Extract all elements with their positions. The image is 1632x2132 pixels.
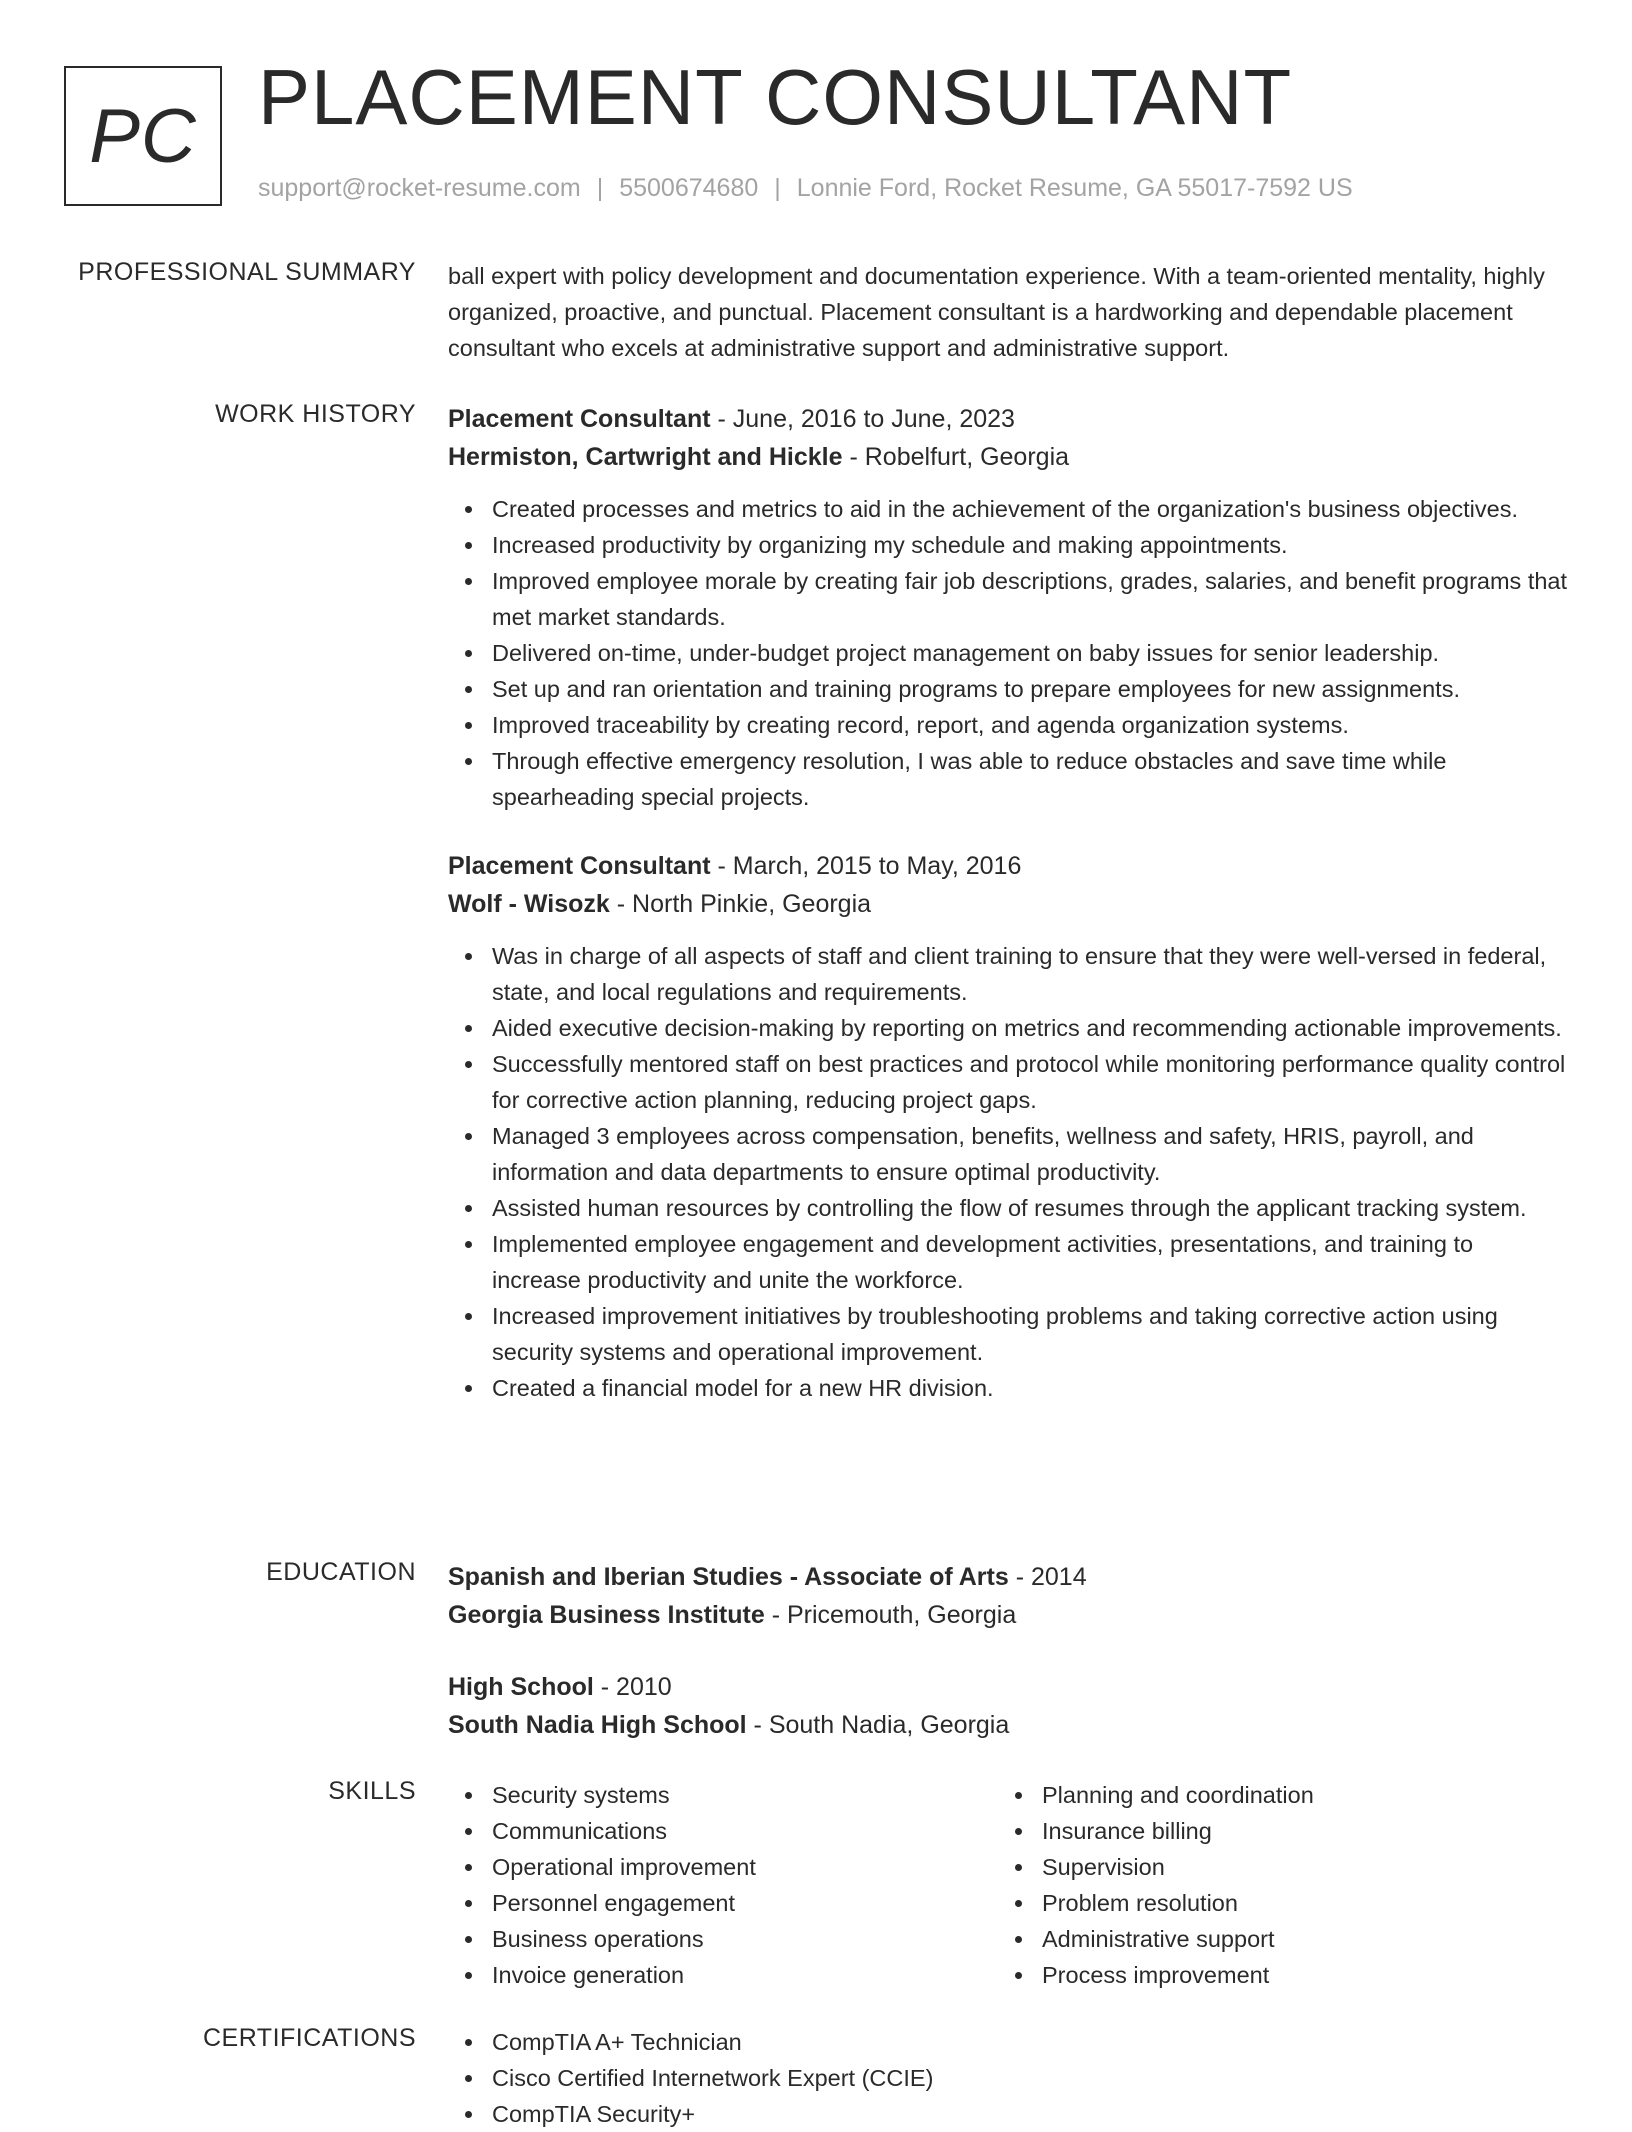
section-label-education: EDUCATION xyxy=(266,1558,416,1586)
monogram-box xyxy=(64,66,222,206)
education-degree-line xyxy=(448,1558,1568,1596)
certification-item: CompTIA A+ Technician xyxy=(448,2024,1568,2060)
job-bullet: Improved employee morale by creating fair job descriptions, grades, salaries, and benefit programs that met market standards. xyxy=(448,563,1568,635)
skill-item: Security systems xyxy=(448,1777,998,1813)
job-dates: - June, 2016 to June, 2023 xyxy=(710,405,1015,433)
education-entry xyxy=(448,1558,1568,1634)
job-company: Hermiston, Cartwright and Hickle xyxy=(448,443,843,471)
skill-item: Planning and coordination xyxy=(998,1777,1548,1813)
job-bullet: Assisted human resources by controlling the flow of resumes through the applicant tracking system. xyxy=(448,1190,1568,1226)
contact-separator: | xyxy=(774,174,781,202)
section-label-skills: SKILLS xyxy=(328,1777,416,1805)
skills-grid xyxy=(448,1777,1568,1993)
section-label-certifications: CERTIFICATIONS xyxy=(202,2024,416,2052)
contact-phone[interactable]: 5500674680 xyxy=(619,174,759,202)
skill-item: Personnel engagement xyxy=(448,1885,998,1921)
education-year: - 2014 xyxy=(1008,1563,1087,1591)
job-company-line xyxy=(448,438,1568,476)
skill-item: Problem resolution xyxy=(998,1885,1548,1921)
education-body xyxy=(448,1558,1568,1744)
skill-item: Operational improvement xyxy=(448,1849,998,1885)
summary-text: ball expert with policy development and documentation experience. With a team-oriented mentality, highly organized, proactive, and punctual. Placement consultant is a hardworking and dependable placement consultant who excels at administrative support and administrative support. xyxy=(448,263,1545,361)
education-degree: Spanish and Iberian Studies - Associate of Arts xyxy=(448,1563,1009,1591)
job-entry xyxy=(448,847,1568,1406)
contact-email[interactable]: support@rocket-resume.com xyxy=(258,174,581,202)
education-location: - South Nadia, Georgia xyxy=(746,1711,1010,1739)
job-title: Placement Consultant xyxy=(448,852,711,880)
job-bullet: Aided executive decision-making by reporting on metrics and recommending actionable improvements. xyxy=(448,1010,1568,1046)
resume-title: PLACEMENT CONSULTANT xyxy=(258,53,1293,141)
job-title-line xyxy=(448,847,1568,885)
job-location: - North Pinkie, Georgia xyxy=(609,890,872,918)
job-location: - Robelfurt, Georgia xyxy=(842,443,1070,471)
certification-item: Cisco Certified Internetwork Expert (CCIE) xyxy=(448,2060,1568,2096)
skill-item: Insurance billing xyxy=(998,1813,1548,1849)
job-bullet: Was in charge of all aspects of staff and client training to ensure that they were well-versed in federal, state, and local regulations and requirements. xyxy=(448,938,1568,1010)
job-bullet: Set up and ran orientation and training programs to prepare employees for new assignments. xyxy=(448,671,1568,707)
job-title-line xyxy=(448,400,1568,438)
contact-address: Lonnie Ford, Rocket Resume, GA 55017-7592 US xyxy=(796,174,1353,202)
job-bullet: Created a financial model for a new HR division. xyxy=(448,1370,1568,1406)
job-bullets xyxy=(448,938,1568,1406)
job-bullet: Implemented employee engagement and development activities, presentations, and training to increase productivity and unite the workforce. xyxy=(448,1226,1568,1298)
education-degree: High School xyxy=(448,1673,594,1701)
certification-item: CompTIA Security+ xyxy=(448,2096,1568,2132)
skill-item: Business operations xyxy=(448,1921,998,1957)
education-school: Georgia Business Institute xyxy=(448,1601,765,1629)
education-school: South Nadia High School xyxy=(448,1711,747,1739)
work-history-body xyxy=(448,400,1568,1406)
education-school-line xyxy=(448,1596,1568,1634)
contact-separator: | xyxy=(596,174,604,202)
job-bullet: Created processes and metrics to aid in the achievement of the organization's business objectives. xyxy=(448,491,1568,527)
section-label-work-history: WORK HISTORY xyxy=(215,400,416,428)
skill-item: Invoice generation xyxy=(448,1957,998,1993)
job-title: Placement Consultant xyxy=(448,405,711,433)
skills-body xyxy=(448,1777,1568,1993)
job-bullet: Increased improvement initiatives by troubleshooting problems and taking corrective action using security systems and operational improvement. xyxy=(448,1298,1568,1370)
education-entry xyxy=(448,1668,1568,1744)
job-bullet: Increased productivity by organizing my schedule and making appointments. xyxy=(448,527,1568,563)
skill-item: Process improvement xyxy=(998,1957,1548,1993)
skill-item: Administrative support xyxy=(998,1921,1548,1957)
job-bullets xyxy=(448,491,1568,815)
education-year: - 2010 xyxy=(593,1673,672,1701)
skills-list-right xyxy=(998,1777,1548,1993)
job-company-line xyxy=(448,885,1568,923)
skills-list-left xyxy=(448,1777,998,1993)
education-degree-line xyxy=(448,1668,1568,1706)
skill-item: Communications xyxy=(448,1813,998,1849)
job-entry xyxy=(448,400,1568,815)
contact-line xyxy=(258,174,1353,203)
section-label-summary: PROFESSIONAL SUMMARY xyxy=(78,258,416,286)
education-school-line xyxy=(448,1706,1568,1744)
job-dates: - March, 2015 to May, 2016 xyxy=(710,852,1022,880)
certifications-body xyxy=(448,2024,1568,2132)
job-bullet: Managed 3 employees across compensation, benefits, wellness and safety, HRIS, payroll, and information and data departments to ensure optimal productivity. xyxy=(448,1118,1568,1190)
job-bullet: Improved traceability by creating record, report, and agenda organization systems. xyxy=(448,707,1568,743)
skill-item: Supervision xyxy=(998,1849,1548,1885)
job-bullet: Through effective emergency resolution, I was able to reduce obstacles and save time while spearheading special projects. xyxy=(448,743,1568,815)
education-location: - Pricemouth, Georgia xyxy=(764,1601,1017,1629)
job-bullet: Successfully mentored staff on best practices and protocol while monitoring performance quality control for corrective action planning, reducing project gaps. xyxy=(448,1046,1568,1118)
summary-body xyxy=(448,258,1568,366)
job-company: Wolf - Wisozk xyxy=(448,890,610,918)
monogram-initials: PC xyxy=(89,93,197,179)
certifications-list xyxy=(448,2024,1568,2132)
job-bullet: Delivered on-time, under-budget project management on baby issues for senior leadership. xyxy=(448,635,1568,671)
